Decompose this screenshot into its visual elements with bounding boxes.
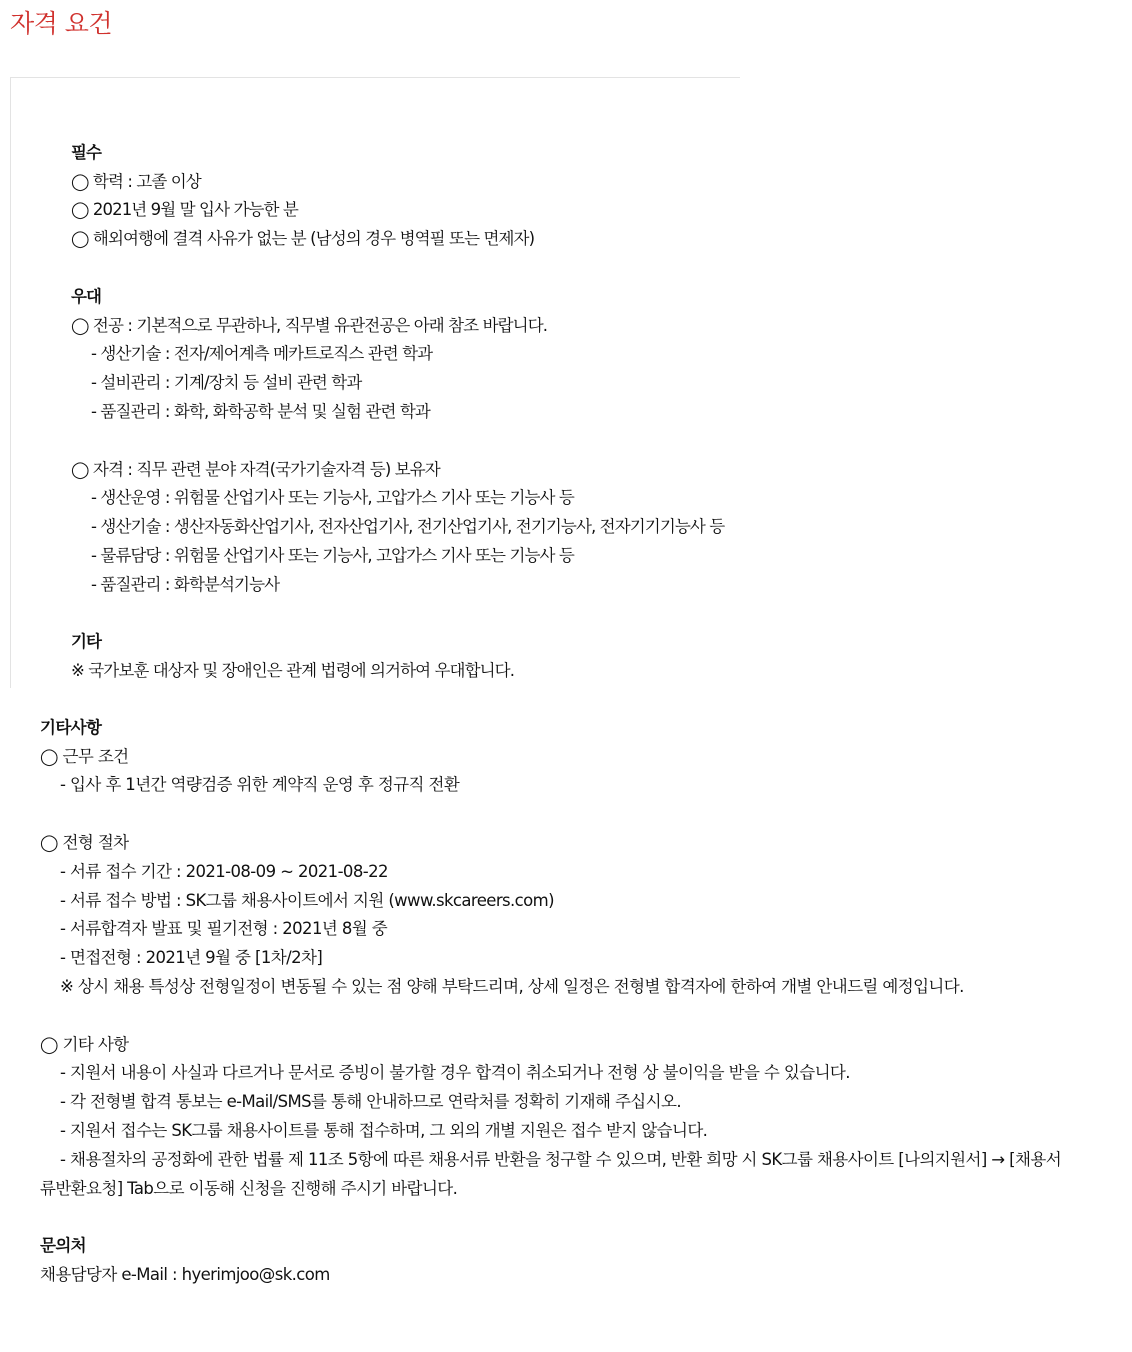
etc-note: ※ 국가보훈 대상자 및 장애인은 관계 법령에 의거하여 우대합니다. xyxy=(71,661,515,680)
preferred-major-item: - 설비관리 : 기계/장치 등 설비 관련 학과 xyxy=(91,373,362,392)
other-label: ◯ 기타 사항 xyxy=(40,1035,129,1054)
section-title: 자격 요건 xyxy=(10,9,113,38)
preferred-major-label: ◯ 전공 : 기본적으로 무관하나, 직무별 유관전공은 아래 참조 바랍니다. xyxy=(71,316,548,335)
misc-heading: 기타사항 xyxy=(40,718,102,737)
process-item: - 서류 접수 기간 : 2021-08-09 ~ 2021-08-22 xyxy=(60,862,388,881)
preferred-major-item: - 품질관리 : 화학, 화학공학 분석 및 실험 관련 학과 xyxy=(91,402,430,421)
required-item-start-date: ◯ 2021년 9월 말 입사 가능한 분 xyxy=(71,200,298,219)
process-item: - 서류 접수 방법 : SK그룹 채용사이트에서 지원 (www.skcareers.com) xyxy=(60,891,554,910)
work-condition-item: - 입사 후 1년간 역량검증 위한 계약직 운영 후 정규직 전환 xyxy=(60,775,460,794)
contact-email: 채용담당자 e-Mail : hyerimjoo@sk.com xyxy=(40,1265,330,1284)
contact-heading: 문의처 xyxy=(40,1236,87,1255)
process-item: - 서류합격자 발표 및 필기전형 : 2021년 8월 중 xyxy=(60,919,388,938)
preferred-license-item: - 생산운영 : 위험물 산업기사 또는 기능사, 고압가스 기사 또는 기능사 등 xyxy=(91,488,574,507)
other-item: - 지원서 접수는 SK그룹 채용사이트를 통해 접수하며, 그 외의 개별 지원은 접수 받지 않습니다. xyxy=(60,1121,708,1140)
required-item-education: ◯ 학력 : 고졸 이상 xyxy=(71,172,201,191)
other-item: - 지원서 내용이 사실과 다르거나 문서로 증빙이 불가할 경우 합격이 취소되거나 전형 상 불이익을 받을 수 있습니다. xyxy=(60,1063,850,1082)
other-item-continued: 류반환요청] Tab으로 이동해 신청을 진행해 주시기 바랍니다. xyxy=(40,1179,458,1198)
preferred-license-item: - 품질관리 : 화학분석기능사 xyxy=(91,575,280,594)
preferred-license-item: - 물류담당 : 위험물 산업기사 또는 기능사, 고압가스 기사 또는 기능사 등 xyxy=(91,546,574,565)
required-item-travel: ◯ 해외여행에 결격 사유가 없는 분 (남성의 경우 병역필 또는 면제자) xyxy=(71,229,535,248)
other-item: - 각 전형별 합격 통보는 e-Mail/SMS를 통해 안내하므로 연락처를 정확히 기재해 주십시오. xyxy=(60,1092,681,1111)
preferred-license-label: ◯ 자격 : 직무 관련 분야 자격(국가기술자격 등) 보유자 xyxy=(71,460,440,479)
preferred-major-item: - 생산기술 : 전자/제어계측 메카트로직스 관련 학과 xyxy=(91,344,433,363)
process-item: - 면접전형 : 2021년 9월 중 [1차/2차] xyxy=(60,948,323,967)
process-label: ◯ 전형 절차 xyxy=(40,833,129,852)
work-condition-label: ◯ 근무 조건 xyxy=(40,747,129,766)
process-note: ※ 상시 채용 특성상 전형일정이 변동될 수 있는 점 양해 부탁드리며, 상세 일정은 전형별 합격자에 한하여 개별 안내드릴 예정입니다. xyxy=(60,977,964,996)
required-heading: 필수 xyxy=(71,143,102,162)
other-item: - 채용절차의 공정화에 관한 법률 제 11조 5항에 따른 채용서류 반환을 청구할 수 있으며, 반환 희망 시 SK그룹 채용사이트 [나의지원서] → [채용서 xyxy=(60,1150,1062,1169)
preferred-heading: 우대 xyxy=(71,287,102,306)
preferred-license-item: - 생산기술 : 생산자동화산업기사, 전자산업기사, 전기산업기사, 전기기능사, 전자기기기능사 등 xyxy=(91,517,725,536)
etc-heading: 기타 xyxy=(71,632,102,651)
